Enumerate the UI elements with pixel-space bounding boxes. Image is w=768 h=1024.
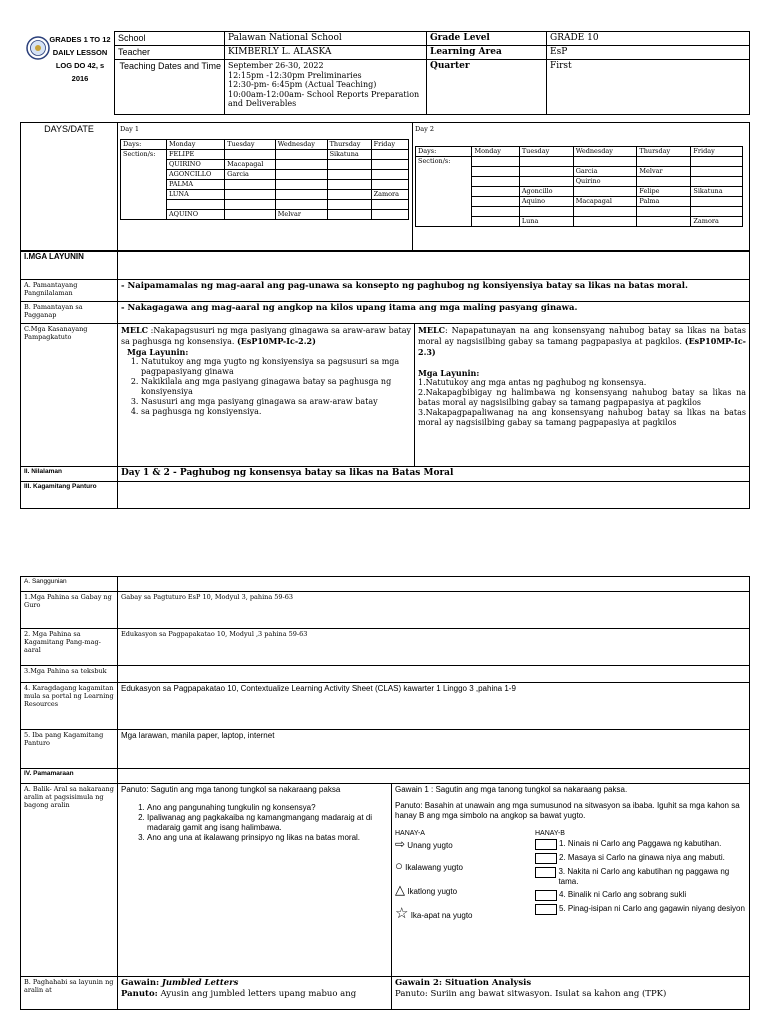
day1-cell [166,200,224,210]
hanay-b-item [535,853,746,864]
objectives-table [20,250,750,509]
list-item: 2.Nakapagbibigay ng halimbawa ng konsensyang nahubog batay sa likas na batas moral ay nagsisilbing gabay sa tamang pagpapasiya at pagkilos [418,388,746,407]
day2-header-4: Thursday [637,147,691,157]
day1-cell [327,170,371,180]
teksbuk-value [118,666,750,683]
day1-cell [371,180,408,190]
day1-cell: PALMA [166,180,224,190]
day2-cell: Zamora [691,217,743,227]
day2-schedule [415,146,743,227]
kagamitang-value: Edukasyon sa Pagpapakatao 10, Modyul ,3 pahina 59-63 [118,629,750,666]
kagamitang-label: 2. Mga Pahina sa Kagamitang Pang-mag-aaral [21,629,118,666]
day1-cell [327,200,371,210]
day2-cell: Macapagal [573,197,637,207]
day1-cell [275,150,327,160]
day2-cell: Quirino [573,177,637,187]
day1-cell [371,200,408,210]
list-item: 2. Nakikilala ang mga pasiyang ginagawa batay sa paghusga ng konsiyensiya [141,377,411,397]
day2-cell [573,157,637,167]
day1-cell [225,200,276,210]
day2-header-1: Monday [472,147,519,157]
answer-box[interactable] [535,853,557,864]
answer-box[interactable] [535,839,557,850]
day2-cell [691,207,743,217]
list-item: 2. Ipaliwanag ang pagkakaiba ng kamangmangang madaraig at di madaraig gamit ang isang halimbawa. [147,813,388,833]
triangle-icon: △ [395,882,405,897]
day1-header-2: Tuesday [225,140,276,150]
day1-cell [225,210,276,220]
pamantayang-label: A. Pamantayang Pangnilalaman [21,280,118,302]
day1-header-0: Days: [121,140,167,150]
day1-cell [371,170,408,180]
answer-box[interactable] [535,890,557,901]
answer-box[interactable] [535,867,556,878]
school-value: Palawan National School [225,32,427,46]
gabay-value: Gabay sa Pagtuturo EsP 10, Modyul 3, pahina 59-63 [118,592,750,629]
day1-cell [275,170,327,180]
day1-cell [371,150,408,160]
balik-aral-list [121,803,388,843]
day1-cell [327,180,371,190]
day1-cell: Zamora [371,190,408,200]
iba-pang-value: Mga larawan, manila paper, laptop, internet [118,730,750,769]
day2-cell: Garcia [573,167,637,177]
dates-value: September 26-30, 2022 12:15pm -12:30pm Preliminaries 12:30-pm- 6:45pm (Actual Teaching) 10:00am-12:00am- School Reports Preparation and Deliverables [225,60,427,115]
day2-cell [637,217,691,227]
pamamaraan-label: IV. Pamamaraan [21,769,118,784]
jumbled-panuto-label: Panuto: [121,989,158,999]
day1-title: Day 1 [120,125,139,133]
day2-header-5: Friday [691,147,743,157]
objectives-title: I.MGA LAYUNIN [21,251,118,280]
day1-header-1: Monday [166,140,224,150]
hanay-b-item [535,839,746,850]
jumbled-gawain-label: Gawain: [121,978,160,988]
dates-label: Teaching Dates and Time [115,60,225,115]
kasanayan-label: C.Mga Kasanayang Pampagkatuto [21,324,118,467]
jumbled-gawain-title: Jumbled Letters [161,978,239,988]
day1-header-4: Thursday [327,140,371,150]
school-label: School [115,32,225,46]
layunin-right-list [418,378,746,428]
iba-pang-label: 5. Iba pang Kagamitang Panturo [21,730,118,769]
day1-cell: Garcia [225,170,276,180]
day1-cell [275,160,327,170]
day2-cell: Aquino [519,197,573,207]
day2-cell [573,187,637,197]
day1-header-5: Friday [371,140,408,150]
day2-cell [691,177,743,187]
day2-section-label: Section/s: [416,157,472,227]
day2-cell [637,207,691,217]
quarter-label: Quarter [427,60,547,115]
melc-right-label: MELC [418,325,445,335]
day1-cell [327,190,371,200]
hanay-a-title: HANAY-A [395,830,425,837]
day2-cell: Felipe [637,187,691,197]
day2-cell: Luna [519,217,573,227]
hanay-a [395,829,535,921]
day2-header-0: Days: [416,147,472,157]
hanay-b-item [535,867,746,887]
learning-area-label: Learning Area [427,46,547,60]
day2-cell [413,123,750,252]
hanay-b-item [535,904,746,915]
day2-cell [637,177,691,187]
day2-title: Day 2 [415,125,434,133]
hanay-b-text: 2. Masaya si Carlo na ginawa niya ang mabuti. [559,853,725,862]
day1-cell: FELIPE [166,150,224,160]
paghahabi-left [118,977,392,1010]
day1-cell: Melvar [275,210,327,220]
pamantayang-value: - Naipamamalas ng mag-aaral ang pag-unawa sa konsepto ng paghubog ng konsiyensiya batay sa likas na batas moral. [118,280,750,302]
melc-left-text: :Nakapagsusuri ng mga pasiyang ginagawa sa araw-araw batay sa paghusga ng konsensiya. [121,326,411,346]
kasanayan-left [118,324,415,467]
day2-header-3: Wednesday [573,147,637,157]
day1-cell [327,160,371,170]
day1-header-3: Wednesday [275,140,327,150]
gawain1-panuto: Panuto: Basahin at unawain ang mga sumusunod na sitwasyon sa ibaba. Iguhit sa mga kahon sa hanay B ang mga simbolo na angkop sa bawat yugto. [395,801,740,820]
table-row [121,150,409,160]
list-item: 1. Ano ang pangunahing tungkulin ng konsensya? [147,803,388,813]
list-item: 1.Natutukoy ang mga antas ng paghubog ng konsensya. [418,378,647,387]
sanggunian-table [20,576,750,1010]
day2-cell [472,217,519,227]
gabay-label: 1.Mga Pahina sa Gabay ng Guro [21,592,118,629]
nilalaman-value: Day 1 & 2 - Paghubog ng konsensya batay sa likas na Batas Moral [118,467,750,482]
pagganap-value: - Nakagagawa ang mag-aaral ng angkop na kilos upang itama ang mga maling pasyang ginawa. [118,302,750,324]
quarter-value: First [547,60,750,115]
sanggunian-label: A. Sanggunian [21,577,118,592]
header-table [20,31,750,115]
list-item: 3.Nakapagpapaliwanag na ang konsensyang nahubog batay sa likas na batas moral ay nagsisilbing gabay sa tamang pagpapasiya at pagkilos [418,408,746,427]
day2-cell [519,167,573,177]
star-icon: ☆ [395,905,409,922]
hanay-a-item-3: △ Ikatlong yugto [395,882,458,897]
melc-left-label: MELC [121,325,148,335]
gawain2-title: Gawain 2: Situation Analysis [395,978,532,988]
day1-cell [371,160,408,170]
day2-header-2: Tuesday [519,147,573,157]
day1-cell [327,210,371,220]
day2-cell [472,177,519,187]
hanay-b-title: HANAY-B [535,830,565,837]
day2-cell [472,157,519,167]
grade-level-value: GRADE 10 [547,32,750,46]
hanay-b-text: 3. Nakita ni Carlo ang kabutihan ng paggawa ng tama. [558,867,730,886]
day1-schedule [120,139,409,220]
balik-aral-label: A. Balik- Aral sa nakaraang aralin at pagsisimula ng bagong aralin [21,784,118,977]
day2-cell: Palma [637,197,691,207]
day2-cell [573,207,637,217]
day2-cell [691,197,743,207]
nilalaman-label: II. Nilalaman [21,467,118,482]
list-item: 1. Natutukoy ang mga yugto ng konsiyensiya sa pagsusuri sa mga pagpapasiyang ginawa [141,357,411,377]
days-date-label: DAYS/DATE [21,123,118,252]
balik-aral-left [118,784,392,977]
teacher-label: Teacher [115,46,225,60]
day1-cell: Sikatuna [327,150,371,160]
karagdagang-value: Edukasyon sa Pagpapakatao 10, Contextualize Learning Activity Sheet (CLAS) kawarter 1 Linggo 3 ,pahina 1-9 [118,683,750,730]
day1-cell [275,190,327,200]
day1-cell: QUIRINO [166,160,224,170]
hanay-b [535,829,746,921]
karagdagang-label: 4. Karagdagang kagamitan mula sa portal ng Learning Resources [21,683,118,730]
arrow-icon: ⇨ [395,837,406,851]
hanay-a-item-2: ○ Ikalawang yugto [395,858,463,873]
melc-left-code: (EsP10MP-Ic-2.2) [236,336,316,346]
day2-cell [472,187,519,197]
day2-cell: Agoncillo [519,187,573,197]
gawain1-title: Gawain 1 : Sagutin ang mga tanong tungkol sa nakaraang paksa. [395,785,628,794]
day1-cell [118,123,413,252]
hanay-b-item [535,890,746,901]
kagamitan-label: III. Kagamitang Panturo [21,482,118,509]
hanay-a-item-4: ☆ Ika-apat na yugto [395,905,473,922]
learning-area-value: EsP [547,46,750,60]
paghahabi-label: B. Paghahabi sa layunin ng aralin at [21,977,118,1010]
day2-cell [472,167,519,177]
teacher-value: KIMBERLY L. ALASKA [225,46,427,60]
day1-cell [225,190,276,200]
grades-title: GRADES 1 TO 12 DAILY LESSON LOG DO 42, s 2016 [49,34,111,83]
list-item: 3. Ano ang una at ikalawang prinsipyo ng likas na batas moral. [147,833,388,843]
day2-cell [691,157,743,167]
day2-cell [573,217,637,227]
day2-cell [519,207,573,217]
day1-cell: LUNA [166,190,224,200]
day1-section-label: Section/s: [121,150,167,220]
answer-box[interactable] [535,904,557,915]
grade-level-label: Grade Level [427,32,547,46]
circle-icon: ○ [395,858,403,873]
melc-right-code: (EsP10MP-Ic-2.3) [418,336,747,357]
day1-cell [275,200,327,210]
day2-cell: Melvar [637,167,691,177]
hanay-b-text: 4. Binalik ni Carlo ang sobrang sukli [559,890,687,899]
days-table [20,122,750,252]
day1-cell [371,210,408,220]
gawain2-panuto: Panuto: Suriin ang bawat sitwasyon. Isulat sa kahon ang (TPK) [395,989,667,999]
teksbuk-label: 3.Mga Pahina sa teksbuk [21,666,118,683]
day1-cell [225,180,276,190]
day2-cell [691,167,743,177]
day2-cell [519,157,573,167]
balik-aral-intro: Panuto: Sagutin ang mga tanong tungkol sa nakaraang paksa [121,785,341,794]
day1-cell: AGONCILLO [166,170,224,180]
day1-cell: Macapagal [225,160,276,170]
day2-cell [472,207,519,217]
table-row [416,157,743,167]
day1-cell [275,180,327,190]
day2-cell [472,197,519,207]
day1-cell [225,150,276,160]
hanay-a-item-1: ⇨ Unang yugto [395,837,453,851]
day2-cell [637,157,691,167]
list-item: 3. Nasusuri ang mga pasiyang ginagawa sa araw-araw batay [141,397,411,407]
layunin-left-title: Mga Layunin: [127,347,189,357]
kasanayan-right [415,324,750,467]
day1-cell: AQUINO [166,210,224,220]
layunin-right-title: Mga Layunin: [418,368,480,378]
day2-cell: Sikatuna [691,187,743,197]
hanay-b-text: 1. Ninais ni Carlo ang Paggawa ng kabutihan. [559,839,722,848]
paghahabi-right [392,977,750,1010]
pagganap-label: B. Pamantayan sa Pagganap [21,302,118,324]
jumbled-panuto-text: Ayusin ang jumbled letters upang mabuo ang [160,989,357,999]
balik-aral-right [392,784,750,977]
list-item: 4. sa paghusga ng konsiyensiya. [141,407,411,417]
hanay-b-list [535,839,746,915]
layunin-left-list [121,357,411,417]
day2-cell [519,177,573,187]
melc-right-text: : Napapatunayan na ang konsensyang nahubog batay sa likas na batas moral ay nagsisilbing gabay sa tamang pagpapasiya at pagkilos. [418,326,746,346]
hanay-b-text: 5. Pinag-isipan ni Carlo ang gagawin niyang desiyon [559,904,745,913]
